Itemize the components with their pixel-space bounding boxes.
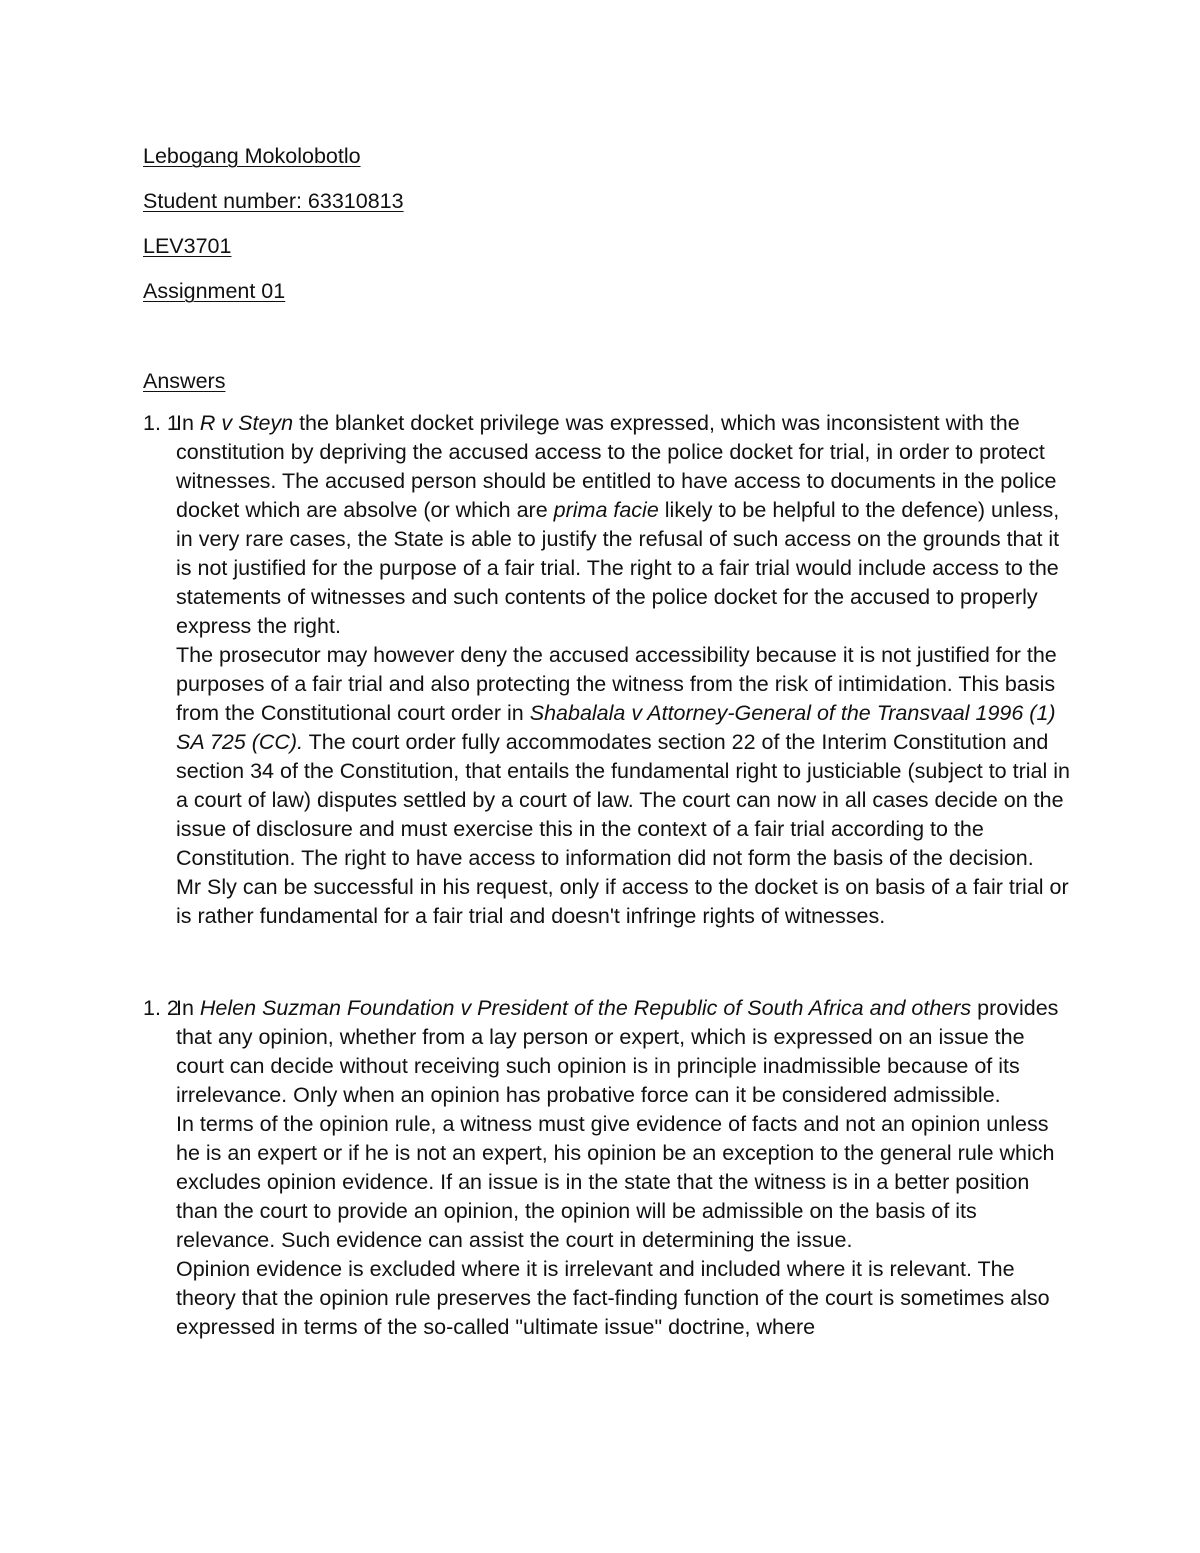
answers-heading: Answers bbox=[143, 369, 226, 393]
case-citation: Helen Suzman Foundation v President of the Republic of South Africa and others bbox=[199, 996, 972, 1020]
paragraph-text: likely to be helpful to the defence) unless, in very rare cases, the State is able to justify the refusal of such access on the grounds that it is not justified for the purpose of a fair trial. The right to a fair trial would include access to the statements of witnesses and such contents of the police docket for the accused to properly express the right. bbox=[176, 498, 1060, 638]
student-number: Student number: 63310813 bbox=[143, 189, 404, 213]
student-name: Lebogang Mokolobotlo bbox=[143, 144, 361, 168]
answer-paragraph bbox=[176, 409, 1076, 641]
answer-paragraph bbox=[176, 641, 1076, 873]
answer-1-2 bbox=[143, 994, 1076, 1342]
latin-term: prima facie bbox=[553, 498, 659, 522]
module-code: LEV3701 bbox=[143, 234, 232, 258]
answer-paragraph bbox=[176, 994, 1076, 1110]
case-citation: R v Steyn bbox=[199, 411, 294, 435]
answer-number bbox=[143, 409, 179, 438]
case-citation: Shabalala v Attorney-General of the Transvaal 1996 (1) SA 725 (CC). bbox=[176, 701, 1056, 754]
paragraph-text: In bbox=[176, 996, 200, 1020]
paragraph-text: The prosecutor may however deny the accused accessibility because it is not justified for the purposes of a fair trial and also protecting the witness from the risk of intimidation. This basis from the Constitutional court order in bbox=[176, 643, 1057, 725]
answer-number bbox=[143, 994, 179, 1023]
paragraph-text: The court order fully accommodates section 22 of the Interim Constitution and section 34 of the Constitution, that entails the fundamental right to justiciable (subject to trial in a court of law) disputes settled by a court of law. The court can now in all cases decide on the issue of disclosure and must exercise this in the context of a fair trial according to the Constitution. The right to have access to information did not form the basis of the decision. bbox=[176, 730, 1070, 870]
assignment-title: Assignment 01 bbox=[143, 279, 286, 303]
paragraph-text: the blanket docket privilege was expressed, which was inconsistent with the constitution by depriving the accused access to the police docket for trial, in order to protect witnesses. The accused person should be entitled to have access to documents in the police docket which are absolve (or which are bbox=[176, 411, 1057, 522]
answer-paragraph: In terms of the opinion rule, a witness must give evidence of facts and not an opinion unless he is an expert or if he is not an expert, his opinion be an exception to the general rule which excludes opinion evidence. If an issue is in the state that the witness is in a better position than the court to provide an opinion, the opinion will be admissible on the basis of its relevance. Such evidence can assist the court in determining the issue. bbox=[176, 1112, 1055, 1252]
answer-number-label: 1. 2 bbox=[143, 996, 179, 1020]
answer-number-label: 1. 1 bbox=[143, 411, 179, 435]
answer-paragraph: Mr Sly can be successful in his request, only if access to the docket is on basis of a fair trial or is rather fundamental for a fair trial and doesn't infringe rights of witnesses. bbox=[176, 875, 1069, 928]
paragraph-text: In bbox=[176, 411, 200, 435]
paragraph-text: provides that any opinion, whether from a lay person or expert, which is expressed on an issue the court can decide without receiving such opinion is in principle inadmissible because of its irrelevance. Only when an opinion has probative force can it be considered admissible. bbox=[176, 996, 1059, 1107]
answer-1-1 bbox=[143, 409, 1076, 931]
header-block bbox=[143, 141, 404, 321]
answer-paragraph: Opinion evidence is excluded where it is irrelevant and included where it is relevant. The theory that the opinion rule preserves the fact-finding function of the court is sometimes also expressed in terms of the so-called "ultimate issue" doctrine, where bbox=[176, 1257, 1050, 1339]
